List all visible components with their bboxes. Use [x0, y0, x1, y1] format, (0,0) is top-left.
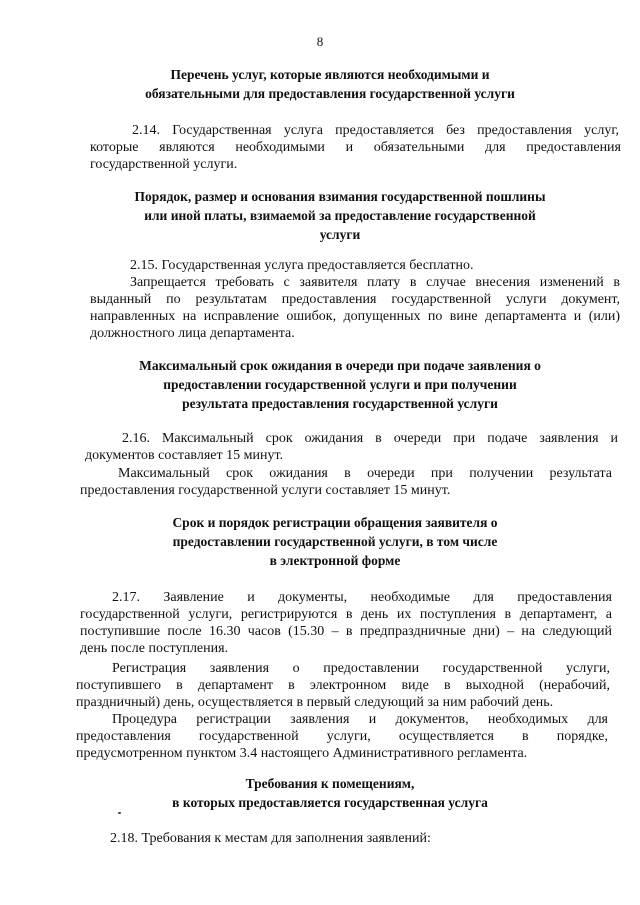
paragraph-line: предоставления государственной услуги составляет 15 минут. [80, 483, 451, 498]
paragraph-line: Регистрация заявления о предоставлении государственной услуги, [112, 661, 610, 676]
paragraph-line: праздничный) день, осуществляется в первый следующий за ним рабочий день. [76, 695, 554, 710]
section-heading-line: Срок и порядок регистрации обращения заявителя о [172, 515, 498, 530]
paragraph-line: Запрещается требовать с заявителя плату в случае внесения изменений в [130, 275, 620, 290]
paragraph-line: 2.15. Государственная услуга предоставляется бесплатно. [130, 258, 474, 273]
paragraph-line: Процедура регистрации заявления и документов, необходимых для [112, 712, 608, 727]
section-heading-line: в которых предоставляется государственная услуга [172, 795, 488, 810]
paragraph-line: Максимальный срок ожидания в очереди при получении результата [118, 466, 612, 481]
section-heading-line: Максимальный срок ожидания в очереди при подаче заявления о [139, 358, 541, 373]
paragraph-line: должностного лица департамента. [90, 326, 295, 341]
paragraph-line: 2.17. Заявление и документы, необходимые для предоставления [112, 590, 612, 605]
paragraph-line: 2.16. Максимальный срок ожидания в очереди при подаче заявления и [122, 431, 618, 446]
paragraph-line: документов составляет 15 минут. [85, 448, 284, 463]
section-heading-line: Требования к помещениям, [245, 776, 415, 791]
paragraph-line: 2.18. Требования к местам для заполнения заявлений: [110, 831, 431, 846]
section-heading-line: услуги [319, 227, 361, 242]
paragraph-line: 2.14. Государственная услуга предоставляется без предоставления услуг, [132, 123, 619, 138]
paragraph-line: выданный по результатам предоставления государственной услуги документ, [90, 292, 620, 307]
scan-speck [118, 812, 121, 814]
page-number: 8 [316, 34, 324, 49]
paragraph-line: поступившие после 16.30 часов (15.30 – в предпраздничные дни) – на следующий [80, 624, 612, 639]
section-heading-line: предоставлении государственной услуги и при получении [163, 377, 517, 392]
paragraph-line: которые являются необходимыми и обязательными для предоставления [90, 140, 621, 155]
paragraph-line: предусмотренном пунктом 3.4 настоящего Административного регламента. [76, 746, 528, 761]
section-heading-line: результата предоставления государственной услуги [182, 396, 498, 411]
paragraph-line: предоставления государственной услуги, осуществляется в порядке, [76, 729, 608, 744]
section-heading-line: Перечень услуг, которые являются необходимыми и [170, 67, 490, 82]
paragraph-line: государственной услуги. [90, 157, 238, 172]
section-heading-line: или иной платы, взимаемой за предоставление государственной [144, 208, 536, 223]
section-heading-line: обязательными для предоставления государственной услуги [145, 86, 515, 101]
paragraph-line: государственной услуги, регистрируются в день их поступления в департамент, а [80, 607, 612, 622]
paragraph-line: поступившего в департамент в электронном виде в выходной (нерабочий, [76, 678, 610, 693]
paragraph-line: день после поступления. [80, 641, 229, 656]
section-heading-line: предоставлении государственной услуги, в том числе [172, 534, 498, 549]
paragraph-line: направленных на исправление ошибок, допущенных по вине департамента и (или) [90, 309, 620, 324]
section-heading-line: Порядок, размер и основания взимания государственной пошлины [134, 189, 546, 204]
section-heading-line: в электронной форме [269, 553, 401, 568]
